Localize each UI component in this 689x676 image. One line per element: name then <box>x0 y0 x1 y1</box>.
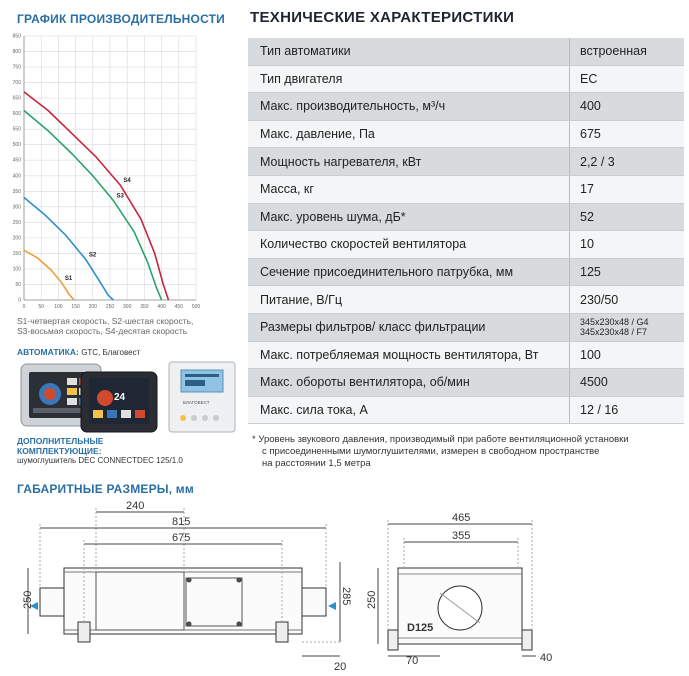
dim-70: 70 <box>406 655 419 667</box>
chart-caption <box>17 316 193 336</box>
y-tick-label: 800 <box>12 49 21 56</box>
spec-value: 400 <box>570 93 685 121</box>
dim-side-250: 250 <box>22 590 34 609</box>
chart-caption-line2: S3-восьмая скорость, S4-десятая скорость <box>17 326 188 336</box>
spec-value: 100 <box>570 341 685 369</box>
dim-front-250: 250 <box>366 590 378 609</box>
dim-20: 20 <box>334 661 347 673</box>
spec-row <box>248 65 684 93</box>
y-tick-label: 700 <box>12 80 21 87</box>
spec-value: 2,2 / 3 <box>570 148 685 176</box>
dim-815: 815 <box>172 516 191 528</box>
spec-label: Тип двигателя <box>248 65 570 93</box>
controller-panel-gtc-dark <box>81 372 157 432</box>
spec-row <box>248 148 684 176</box>
y-tick-label: 750 <box>12 64 21 71</box>
spec-value-line1: 345x230x48 / G4 <box>580 317 649 328</box>
y-tick-label: 500 <box>12 142 21 149</box>
x-tick-label: 200 <box>88 304 97 310</box>
spec-row <box>248 258 684 286</box>
spec-label: Количество скоростей вентилятора <box>248 231 570 259</box>
series-label-s1: S1 <box>64 275 73 282</box>
y-tick-label: 50 <box>15 281 21 288</box>
automation-label: АВТОМАТИКА: <box>17 347 79 357</box>
controller-panel-blagovest <box>169 362 235 432</box>
dim-465: 465 <box>452 512 471 524</box>
series-label-s2: S2 <box>88 252 97 259</box>
y-tick-label: 250 <box>12 219 21 226</box>
y-tick-label: 450 <box>12 157 21 164</box>
y-tick-label: 650 <box>12 95 21 102</box>
x-tick-label: 500 <box>191 304 201 310</box>
specs-title: ТЕХНИЧЕСКИЕ ХАРАКТЕРИСТИКИ <box>250 9 515 26</box>
dim-675: 675 <box>172 532 191 544</box>
spec-label: Сечение присоединительного патрубка, мм <box>248 258 570 286</box>
spec-row <box>248 120 684 148</box>
spec-label: Макс. обороты вентилятора, об/мин <box>248 369 570 397</box>
dim-355: 355 <box>452 530 471 542</box>
spec-label: Тип автоматики <box>248 38 570 65</box>
controller-images <box>17 360 247 435</box>
spec-label: Питание, В/Гц <box>248 286 570 314</box>
x-tick-label: 250 <box>105 304 115 310</box>
spec-value: 52 <box>570 203 685 231</box>
x-tick-label: 0 <box>22 304 26 310</box>
spec-value: 4500 <box>570 369 685 397</box>
spec-row <box>248 313 684 341</box>
footnote-line3: на расстоянии 1,5 метра <box>262 458 371 469</box>
chart-grid <box>24 36 196 300</box>
spec-label: Мощность нагревателя, кВт <box>248 148 570 176</box>
x-tick-label: 450 <box>174 304 183 310</box>
series-label-s4: S4 <box>123 178 131 185</box>
spec-row <box>248 93 684 121</box>
footnote-line1: * Уровень звукового давления, производимый при работе вентиляционной установки <box>252 434 629 445</box>
dimensions-title: ГАБАРИТНЫЕ РАЗМЕРЫ, мм <box>17 482 194 496</box>
footnote <box>252 434 629 470</box>
dim-d125: D125 <box>407 622 434 634</box>
automation-line <box>17 347 140 358</box>
accessories <box>17 436 183 465</box>
y-tick-label: 200 <box>12 235 21 242</box>
x-tick-label: 100 <box>54 304 63 310</box>
spec-value: 230/50 <box>570 286 685 314</box>
spec-row <box>248 175 684 203</box>
spec-row <box>248 203 684 231</box>
spec-row <box>248 38 684 65</box>
spec-label: Макс. сила тока, А <box>248 396 570 424</box>
accessories-title-1: ДОПОЛНИТЕЛЬНЫЕ <box>17 436 104 446</box>
series-label-s3: S3 <box>116 193 124 200</box>
spec-label: Макс. давление, Па <box>248 120 570 148</box>
spec-value: встроенная <box>570 38 685 65</box>
spec-value: 10 <box>570 231 685 259</box>
spec-value: 675 <box>570 120 685 148</box>
spec-table <box>248 38 684 424</box>
spec-row <box>248 231 684 259</box>
x-tick-label: 300 <box>123 304 132 310</box>
dim-40: 40 <box>540 652 553 664</box>
y-tick-label: 850 <box>12 33 21 40</box>
x-tick-label: 350 <box>140 304 149 310</box>
side-view <box>28 508 340 656</box>
spec-row <box>248 286 684 314</box>
chart-caption-line1: S1-четвертая скорость, S2-шестая скорость, <box>17 316 194 326</box>
controller-temperature: 24 <box>114 392 126 403</box>
spec-value: 125 <box>570 258 685 286</box>
y-tick-label: 150 <box>12 250 21 257</box>
x-tick-label: 400 <box>157 304 166 310</box>
spec-label: Макс. уровень шума, дБ* <box>248 203 570 231</box>
dim-285: 285 <box>340 587 352 606</box>
automation-value: GTC, Благовест <box>81 348 141 357</box>
spec-label: Макс. потребляемая мощность вентилятора, Вт <box>248 341 570 369</box>
spec-row <box>248 341 684 369</box>
chart-series-labels <box>65 178 131 282</box>
spec-value: 17 <box>570 175 685 203</box>
spec-value <box>570 313 685 341</box>
performance-chart <box>0 28 220 318</box>
dimension-drawings <box>0 496 689 676</box>
x-tick-label: 150 <box>71 304 80 310</box>
airflow-arrow-icon <box>328 602 336 610</box>
spec-value-line2: 345x230x48 / F7 <box>580 327 648 338</box>
spec-label: Масса, кг <box>248 175 570 203</box>
dim-240: 240 <box>126 500 145 512</box>
y-tick-label: 350 <box>12 188 21 195</box>
accessories-title-2: КОМПЛЕКТУЮЩИЕ: <box>17 446 102 456</box>
controller-brand: БЛАГОВЕСТ <box>183 400 210 405</box>
accessories-text: шумоглушитель DEC CONNECTDEC 125/1.0 <box>17 456 183 465</box>
x-tick-label: 50 <box>38 304 44 310</box>
spec-label: Макс. производительность, м³/ч <box>248 93 570 121</box>
y-tick-label: 550 <box>12 126 21 133</box>
spec-row <box>248 396 684 424</box>
y-tick-label: 400 <box>12 173 21 180</box>
y-tick-label: 600 <box>12 111 21 118</box>
y-tick-label: 300 <box>12 204 21 211</box>
chart-ticks <box>13 34 201 311</box>
spec-value: 12 / 16 <box>570 396 685 424</box>
spec-label: Размеры фильтров/ класс фильтрации <box>248 313 570 341</box>
footnote-line2: с присоединенными шумоглушителями, измерен в свободном пространстве <box>262 446 600 457</box>
spec-value: EC <box>570 65 685 93</box>
chart-title: ГРАФИК ПРОИЗВОДИТЕЛЬНОСТИ <box>17 12 226 26</box>
y-tick-label: 0 <box>18 297 21 304</box>
spec-row <box>248 369 684 397</box>
y-tick-label: 100 <box>12 266 21 273</box>
